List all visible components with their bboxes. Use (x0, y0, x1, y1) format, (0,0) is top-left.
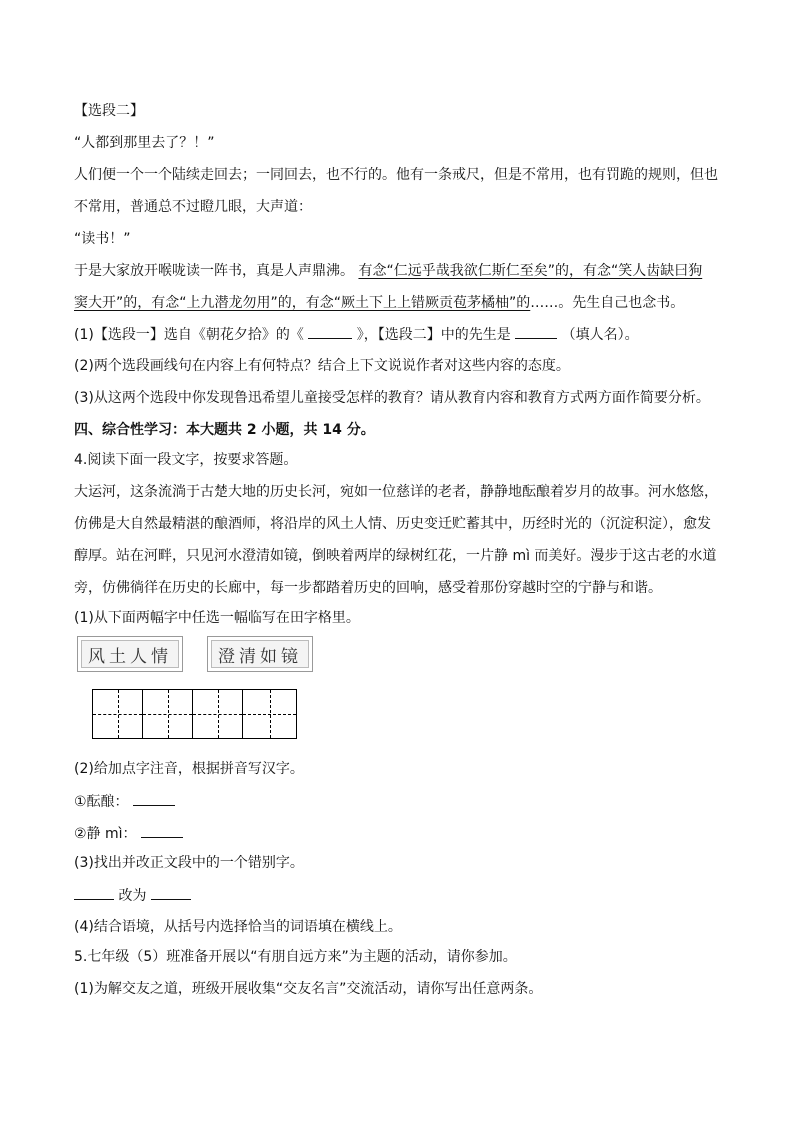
calligraphy-sample-1: 风土人情 (77, 636, 183, 672)
question-text: （填人名）。 (561, 327, 639, 343)
answer-line-b (74, 823, 183, 844)
paragraph-line: 不常用，普通总不过瞪几眼，大声道： (74, 199, 312, 215)
underlined-sentence: 有念“仁远乎哉我欲仁斯仁至矣”的，有念“笑人齿缺曰狗 (358, 263, 703, 279)
answer-blank[interactable] (515, 324, 557, 339)
passage-line: 醇厚。站在河畔，只见河水澄清如镜，倒映着两岸的绿树红花，一片静 mì 而美好。漫步于这古老的水道 (74, 548, 717, 564)
prompt-text: ①酝酿： (74, 794, 129, 810)
question-3: (3)从这两个选段中你发现鲁迅希望儿童接受怎样的教育？请从教育内容和教育方式两方面作简要分析。 (74, 390, 710, 406)
part4-title: 四、综合性学习：本大题共 2 小题，共 14 分。 (74, 422, 375, 438)
answer-blank[interactable] (141, 823, 183, 838)
calligraphy-sample-2: 澄清如镜 (207, 636, 313, 672)
sub-question-2: (2)给加点字注音，根据拼音写汉字。 (74, 761, 304, 777)
answer-blank[interactable] (74, 885, 114, 900)
underlined-sentence: 窦大开”的，有念“上九潜龙勿用”的，有念“厥土下上上错厥贡苞茅橘柚”的 (74, 295, 531, 311)
prompt-text: 改为 (118, 888, 147, 904)
question-text: 》，【选段二】中的先生是 (356, 327, 511, 343)
answer-blank[interactable] (308, 324, 352, 339)
question-text: (1)【选段一】选自《朝花夕拾》的《 (74, 327, 304, 343)
grid-cell[interactable] (93, 690, 143, 738)
sub-question-3: (3)找出并改正文段中的一个错别字。 (74, 855, 304, 871)
plain-text: ……。先生自己也念书。 (530, 295, 685, 311)
paragraph-line (74, 293, 684, 313)
quote-line: “人都到那里去了？！” (74, 135, 215, 151)
paragraph-line: 人们便一个一个陆续走回去；一同回去，也不行的。他有一条戒尺，但是不常用，也有罚跪的规则，但也 (74, 167, 718, 183)
grid-cell[interactable] (143, 690, 193, 738)
passage-line: 大运河，这条流淌于古楚大地的历史长河，宛如一位慈详的老者，静静地酝酿着岁月的故事。河水悠悠， (74, 484, 718, 500)
question-2: (2)两个选段画线句在内容上有何特点？结合上下文说说作者对这些内容的态度。 (74, 358, 570, 374)
plain-text: 于是大家放开喉咙读一阵书，真是人声鼎沸。 (74, 263, 354, 279)
paragraph-line (74, 261, 702, 281)
tian-zi-grid[interactable] (92, 689, 297, 739)
grid-cell[interactable] (193, 690, 243, 738)
quote-line: “读书！” (74, 231, 131, 247)
answer-line-a (74, 791, 175, 812)
prompt-text: ②静 mì： (74, 826, 137, 842)
question-5: 5.七年级（5）班准备开展以“有朋自远方来”为主题的活动，请你参加。 (74, 949, 517, 965)
sub-question-4: (4)结合语境，从括号内选择恰当的词语填在横线上。 (74, 919, 402, 935)
sub-question-1: (1)从下面两幅字中任选一幅临写在田字格里。 (74, 610, 360, 626)
question-5-sub-1: (1)为解交友之道，班级开展收集“交友名言”交流活动，请你写出任意两条。 (74, 981, 543, 997)
grid-cell[interactable] (243, 690, 296, 738)
passage-line: 旁，仿佛徜徉在历史的长廊中，每一步都踏着历史的回响，感受着那份穿越时空的宁静与和谐。 (74, 580, 662, 596)
passage-line: 仿佛是大自然最精湛的酿酒师，将沿岸的风土人情、历史变迁贮蓄其中，历经时光的（沉淀积淀），愈发 (74, 516, 711, 532)
section2-heading: 【选段二】 (74, 103, 144, 119)
correction-line (74, 885, 191, 906)
question-4: 4.阅读下面一段文字，按要求答题。 (74, 452, 298, 468)
answer-blank[interactable] (151, 885, 191, 900)
answer-blank[interactable] (133, 791, 175, 806)
question-1 (74, 324, 639, 345)
